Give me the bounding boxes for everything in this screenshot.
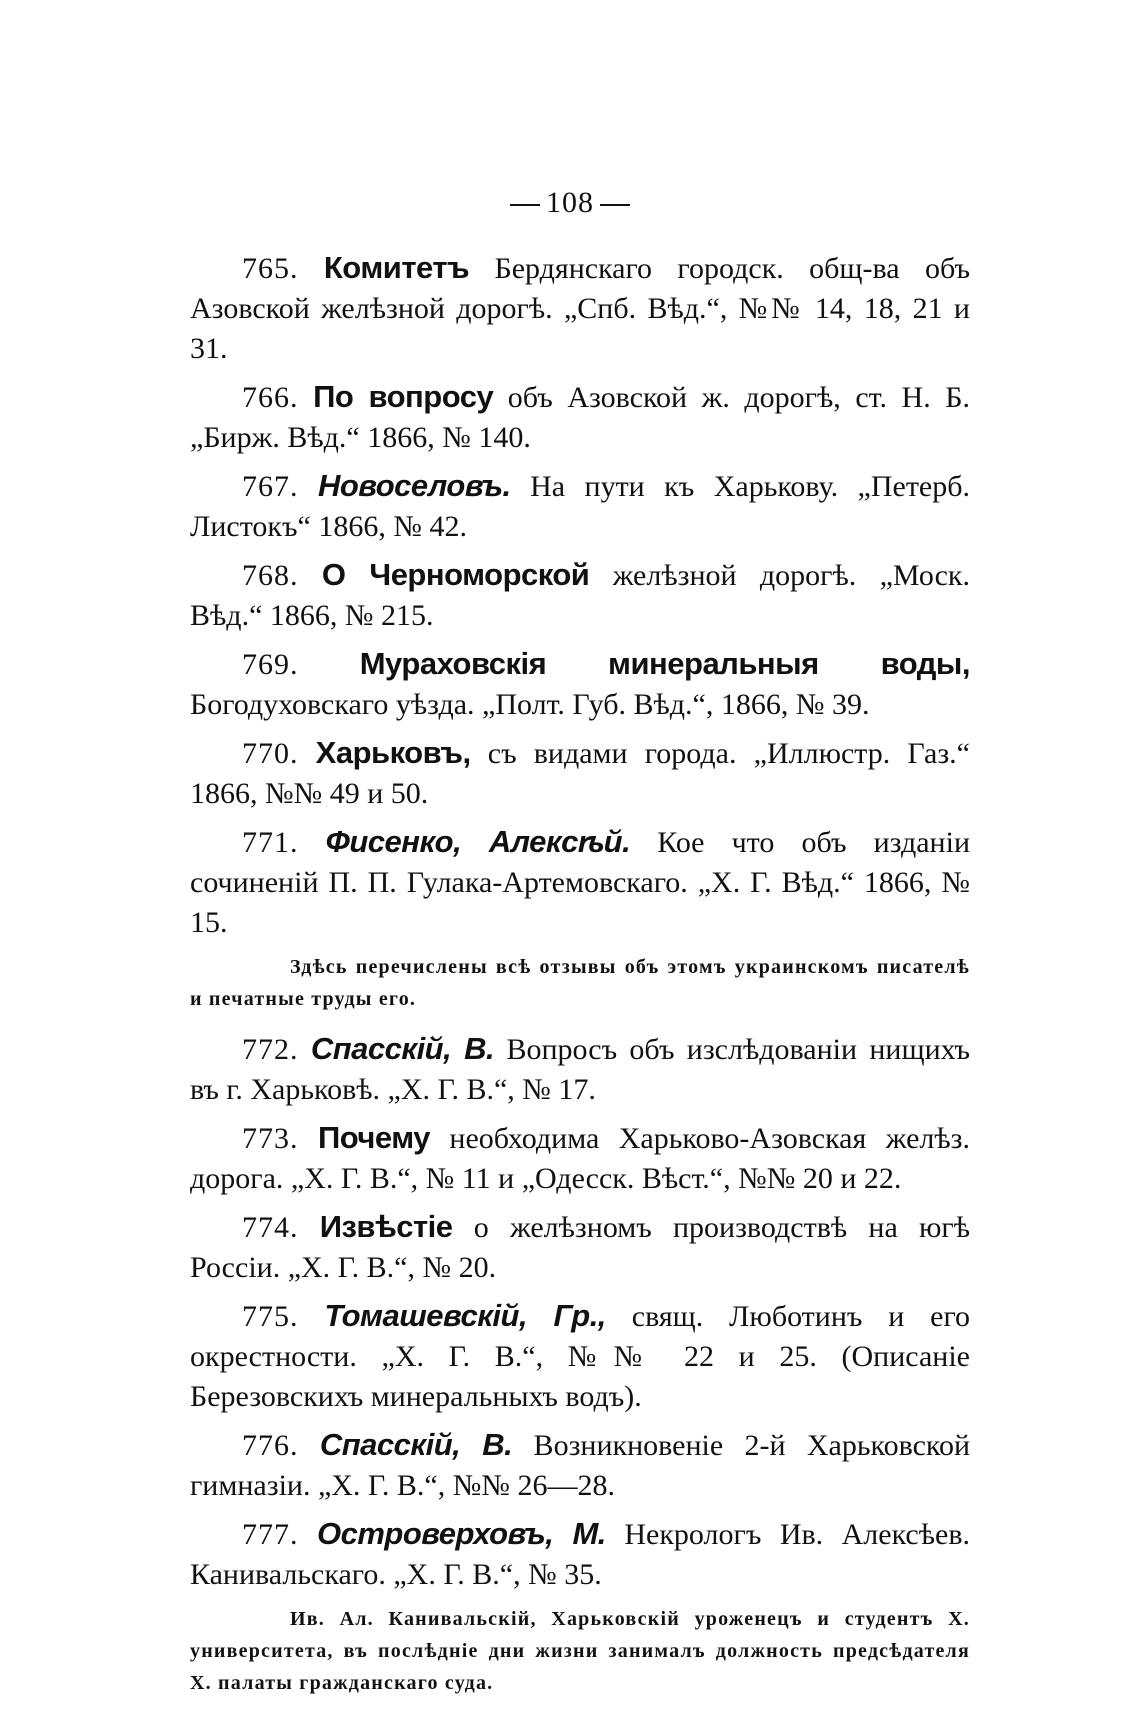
entry-text: объ Азовской ж. дорогѣ, ст. Н. Б. „Бирж. Вѣд.“ 1866, № 140. [190, 381, 970, 454]
page-number [0, 186, 1140, 220]
entry-text: желѣзной дорогѣ. „Моск. Вѣд.“ 1866, № 215. [190, 559, 970, 632]
entry-number: 774. [242, 1211, 299, 1244]
entry-heading: Томашевскій, Гр., [324, 1298, 606, 1333]
entry-767 [190, 466, 970, 547]
entry-774 [190, 1207, 970, 1288]
entry-771 [190, 822, 970, 943]
entry-text: Возникновеніе 2-й Харьковской гимназіи. „Х. Г. В.“, №№ 26—28. [190, 1429, 971, 1502]
entry-text: Бердянскаго городск. общ-ва объ Азовской желѣзной дорогѣ. „Спб. Вѣд.“, №№ 14, 18, 21 и 31. [190, 252, 970, 365]
entry-heading: Фисенко, Алексѣй. [325, 824, 631, 859]
entry-text: Богодуховскаго уѣзда. „Полт. Губ. Вѣд.“, 1866, № 39. [190, 688, 870, 721]
entry-heading: Мураховскія минеральныя воды, [359, 646, 971, 681]
entry-heading: Извѣстіе [319, 1209, 453, 1244]
entry-number: 777. [242, 1518, 299, 1551]
entry-text: Некрологъ Ив. Алексѣев. Канивальскаго. „Х. Г. В.“, № 35. [190, 1518, 970, 1591]
entries-list [190, 248, 970, 1713]
entry-769 [190, 644, 970, 725]
entry-heading: Спасскій, В. [319, 1427, 513, 1462]
entry-771-note: Здѣсь перечислены всѣ отзывы объ этомъ украинскомъ писателѣ и печатные труды его. [190, 956, 970, 1010]
entry-773 [190, 1118, 970, 1199]
entry-text: о желѣзномъ производствѣ на югѣ Россіи. „Х. Г. В.“, № 20. [190, 1211, 970, 1284]
entry-text: Кое что объ изданіи сочиненій П. П. Гулака-Артемовскаго. „Х. Г. Вѣд.“ 1866, № 15. [190, 826, 971, 939]
entry-text: На пути къ Харькову. „Петерб. Листокъ“ 1866, № 42. [190, 470, 971, 543]
entry-776 [190, 1425, 970, 1506]
entry-number: 776. [242, 1429, 299, 1462]
entry-777 [190, 1514, 970, 1595]
entry-text: Вопросъ объ изслѣдованіи нищихъ въ г. Харьковѣ. „Х. Г. В.“, № 17. [190, 1033, 970, 1106]
entry-heading: О Черноморской [321, 557, 590, 592]
entry-765 [190, 248, 970, 369]
entry-766 [190, 377, 970, 458]
entry-770 [190, 733, 970, 814]
dash-right [600, 204, 630, 206]
entry-heading: Спасскій, В. [310, 1031, 495, 1066]
entry-text: необходима Харьково-Азовская желѣз. дорога. „Х. Г. В.“, № 11 и „Одесск. Вѣст.“, №№ 20 и 22. [190, 1122, 970, 1195]
entry-777-note: Ив. Ал. Канивальскій, Харьковскій уроженецъ и студентъ Х. университета, въ послѣдніе дни жизни занималъ должность предсѣдателя Х. палаты гражданскаго суда. [190, 1608, 970, 1694]
entry-number: 766. [242, 381, 299, 414]
entry-768 [190, 555, 970, 636]
entry-number: 773. [242, 1122, 299, 1155]
entry-text: свящ. Люботинъ и его окрестности. „Х. Г. В.“, №№ 22 и 25. (Описаніе Березовскихъ минеральныхъ водъ). [190, 1300, 970, 1413]
page-number-text: 108 [546, 186, 594, 219]
entry-heading: Комитетъ [323, 250, 470, 285]
entry-heading: Новоселовъ. [317, 468, 511, 503]
entry-number: 769. [242, 648, 299, 681]
entry-number: 770. [242, 737, 299, 770]
entry-heading: Почему [317, 1120, 430, 1155]
dash-left [510, 204, 540, 206]
entry-number: 772. [242, 1033, 299, 1066]
entry-heading: Островерховъ, М. [317, 1516, 606, 1551]
entry-number: 768. [242, 559, 299, 592]
entry-number: 767. [242, 470, 299, 503]
entry-heading: Харьковъ, [315, 735, 471, 770]
entry-number: 771. [242, 826, 299, 859]
entry-text: съ видами города. „Иллюстр. Газ.“ 1866, №№ 49 и 50. [190, 737, 970, 810]
entry-772 [190, 1029, 970, 1110]
entry-number: 775. [242, 1300, 299, 1333]
entry-775 [190, 1296, 970, 1417]
entry-heading: По вопросу [313, 379, 494, 414]
entry-number: 765. [242, 252, 299, 285]
